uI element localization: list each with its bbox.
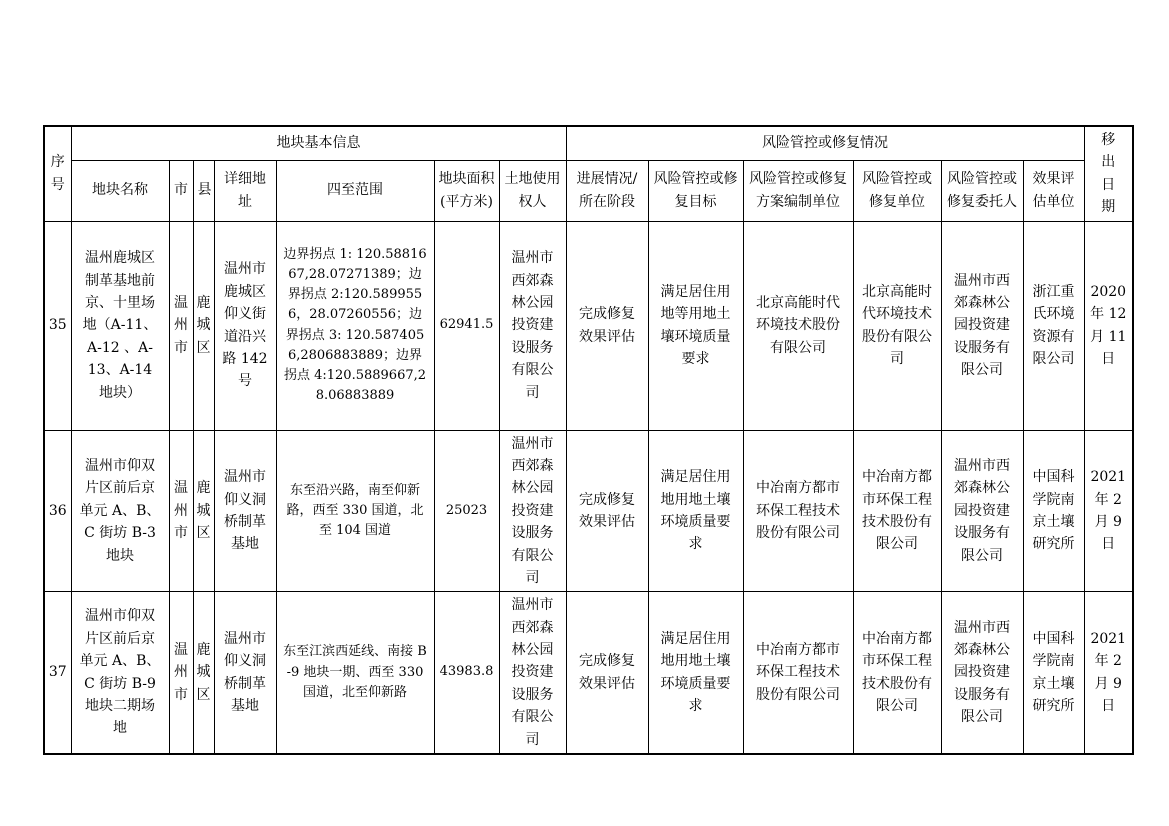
col-header-client: 风险管控或修复委托人 — [941, 160, 1023, 221]
col-header-plan-unit: 风险管控或修复方案编制单位 — [743, 160, 853, 221]
cell-repair-unit: 中冶南方都市环保工程技术股份有限公司 — [853, 592, 941, 754]
cell-boundary: 东至江滨西延线、南接 B-9 地块一期、西至 330 国道，北至仰新路 — [276, 592, 434, 754]
cell-address: 温州市仰义洞桥制革基地 — [214, 430, 276, 592]
col-header-boundary: 四至范围 — [276, 160, 434, 221]
cell-county: 鹿城区 — [193, 592, 214, 754]
group-header-risk-info: 风险管控或修复情况 — [566, 126, 1084, 160]
cell-owner: 温州市西郊森林公园投资建设服务有限公司 — [499, 592, 566, 754]
cell-serial: 35 — [44, 221, 71, 430]
cell-removal-date: 2020 年 12 月 11 日 — [1084, 221, 1133, 430]
cell-boundary: 边界拐点 1: 120.5881667,28.07271389；边界拐点 2:120.5899556，28.07260556；边界拐点 3: 120.5874056,2806883889；边界拐点 4:120.5889667,28.06883889 — [276, 221, 434, 430]
cell-serial: 36 — [44, 430, 71, 592]
cell-county: 鹿城区 — [193, 430, 214, 592]
col-header-address: 详细地址 — [214, 160, 276, 221]
cell-parcel-name: 温州市仰双片区前后京单元 A、B、C 街坊 B-3 地块 — [71, 430, 169, 592]
remediation-parcel-table — [43, 125, 1134, 755]
group-header-basic-info: 地块基本信息 — [71, 126, 566, 160]
cell-parcel-name: 温州鹿城区制革基地前京、十里场地（A-11、A-12 、A-13、A-14 地块） — [71, 221, 169, 430]
cell-progress: 完成修复效果评估 — [566, 221, 648, 430]
cell-plan-unit: 中冶南方都市环保工程技术股份有限公司 — [743, 430, 853, 592]
parcel-row-35 — [44, 221, 1133, 430]
cell-area: 62941.5 — [434, 221, 499, 430]
cell-city: 温州市 — [169, 221, 193, 430]
cell-repair-unit: 中冶南方都市环保工程技术股份有限公司 — [853, 430, 941, 592]
cell-repair-unit: 北京高能时代环境技术股份有限公司 — [853, 221, 941, 430]
col-header-progress: 进展情况/所在阶段 — [566, 160, 648, 221]
cell-county: 鹿城区 — [193, 221, 214, 430]
header-group-row — [44, 126, 1133, 160]
parcel-row-37 — [44, 592, 1133, 754]
cell-target: 满足居住用地等用地土壤环境质量要求 — [648, 221, 743, 430]
col-header-owner: 土地使用权人 — [499, 160, 566, 221]
cell-assess-unit: 中国科学院南京土壤研究所 — [1023, 592, 1084, 754]
cell-target: 满足居住用地用地土壤环境质量要求 — [648, 592, 743, 754]
cell-client: 温州市西郊森林公园投资建设服务有限公司 — [941, 430, 1023, 592]
cell-city: 温州市 — [169, 430, 193, 592]
cell-removal-date: 2021 年 2 月 9 日 — [1084, 592, 1133, 754]
cell-city: 温州市 — [169, 592, 193, 754]
cell-plan-unit: 中冶南方都市环保工程技术股份有限公司 — [743, 592, 853, 754]
cell-progress: 完成修复效果评估 — [566, 430, 648, 592]
cell-plan-unit: 北京高能时代环境技术股份有限公司 — [743, 221, 853, 430]
parcel-row-36 — [44, 430, 1133, 592]
cell-owner: 温州市西郊森林公园投资建设服务有限公司 — [499, 430, 566, 592]
col-header-county: 县 — [193, 160, 214, 221]
col-header-area: 地块面积(平方米) — [434, 160, 499, 221]
cell-assess-unit: 浙江重氏环境资源有限公司 — [1023, 221, 1084, 430]
header-column-row — [44, 160, 1133, 221]
cell-address: 温州市仰义洞桥制革基地 — [214, 592, 276, 754]
cell-client: 温州市西郊森林公园投资建设服务有限公司 — [941, 592, 1023, 754]
col-header-serial: 序号 — [44, 126, 71, 221]
col-header-removal-date: 移出日期 — [1084, 126, 1133, 221]
cell-client: 温州市西郊森林公园投资建设服务有限公司 — [941, 221, 1023, 430]
col-header-repair-unit: 风险管控或修复单位 — [853, 160, 941, 221]
cell-parcel-name: 温州市仰双片区前后京单元 A、B、C 街坊 B-9 地块二期场地 — [71, 592, 169, 754]
cell-serial: 37 — [44, 592, 71, 754]
col-header-target: 风险管控或修复目标 — [648, 160, 743, 221]
col-header-city: 市 — [169, 160, 193, 221]
cell-assess-unit: 中国科学院南京土壤研究所 — [1023, 430, 1084, 592]
col-header-assess-unit: 效果评估单位 — [1023, 160, 1084, 221]
cell-address: 温州市鹿城区仰义街道沿兴路 142 号 — [214, 221, 276, 430]
cell-boundary: 东至沿兴路，南至仰新路，西至 330 国道，北至 104 国道 — [276, 430, 434, 592]
col-header-name: 地块名称 — [71, 160, 169, 221]
cell-progress: 完成修复效果评估 — [566, 592, 648, 754]
cell-removal-date: 2021 年 2 月 9 日 — [1084, 430, 1133, 592]
cell-owner: 温州市西郊森林公园投资建设服务有限公司 — [499, 221, 566, 430]
cell-target: 满足居住用地用地土壤环境质量要求 — [648, 430, 743, 592]
cell-area: 25023 — [434, 430, 499, 592]
cell-area: 43983.8 — [434, 592, 499, 754]
